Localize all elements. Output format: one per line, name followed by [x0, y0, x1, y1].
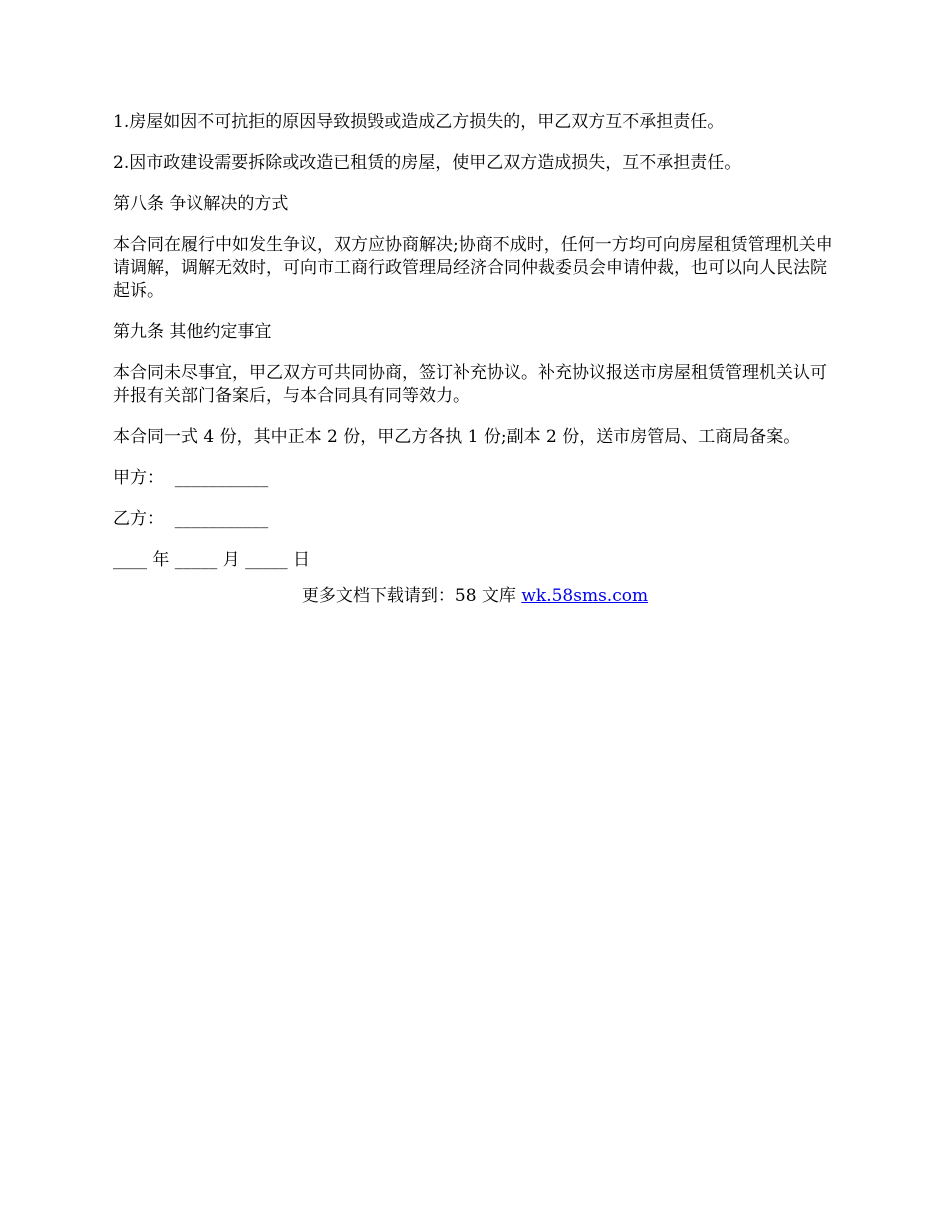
party-b-signature-line: 乙方： ___________: [113, 509, 269, 529]
clause-paragraph-1: 1.房屋如因不可抗拒的原因导致损毁或造成乙方损失的，甲乙双方互不承担责任。: [113, 112, 725, 132]
section-heading-article-9: 第九条 其他约定事宜: [113, 322, 272, 342]
section-heading-article-8: 第八条 争议解决的方式: [113, 194, 289, 214]
document-body: [113, 111, 843, 590]
party-a-signature-line: 甲方： ___________: [113, 468, 269, 488]
dispute-resolution-paragraph: 本合同在履行中如发生争议，双方应协商解决;协商不成时，任何一方均可向房屋租赁管理机关申请调解，调解无效时，可向市工商行政管理局经济合同仲裁委员会申请仲裁，也可以向人民法院起诉。: [113, 235, 833, 301]
download-footer: [0, 585, 950, 608]
clause-paragraph-2: 2.因市政建设需要拆除或改造已租赁的房屋，使甲乙双方造成损失，互不承担责任。: [113, 153, 742, 173]
footer-prefix-text: 更多文档下载请到：58 文库: [301, 586, 522, 606]
other-matters-paragraph: 本合同未尽事宜，甲乙双方可共同协商，签订补充协议。补充协议报送市房屋租赁管理机关认可并报有关部门备案后，与本合同具有同等效力。: [113, 363, 827, 406]
date-line: ____ 年 _____ 月 _____ 日: [113, 550, 311, 570]
copies-paragraph: 本合同一式 4 份，其中正本 2 份，甲乙方各执 1 份;副本 2 份，送市房管局、工商局备案。: [113, 427, 801, 447]
footer-link[interactable]: wk.58sms.com: [521, 586, 649, 606]
